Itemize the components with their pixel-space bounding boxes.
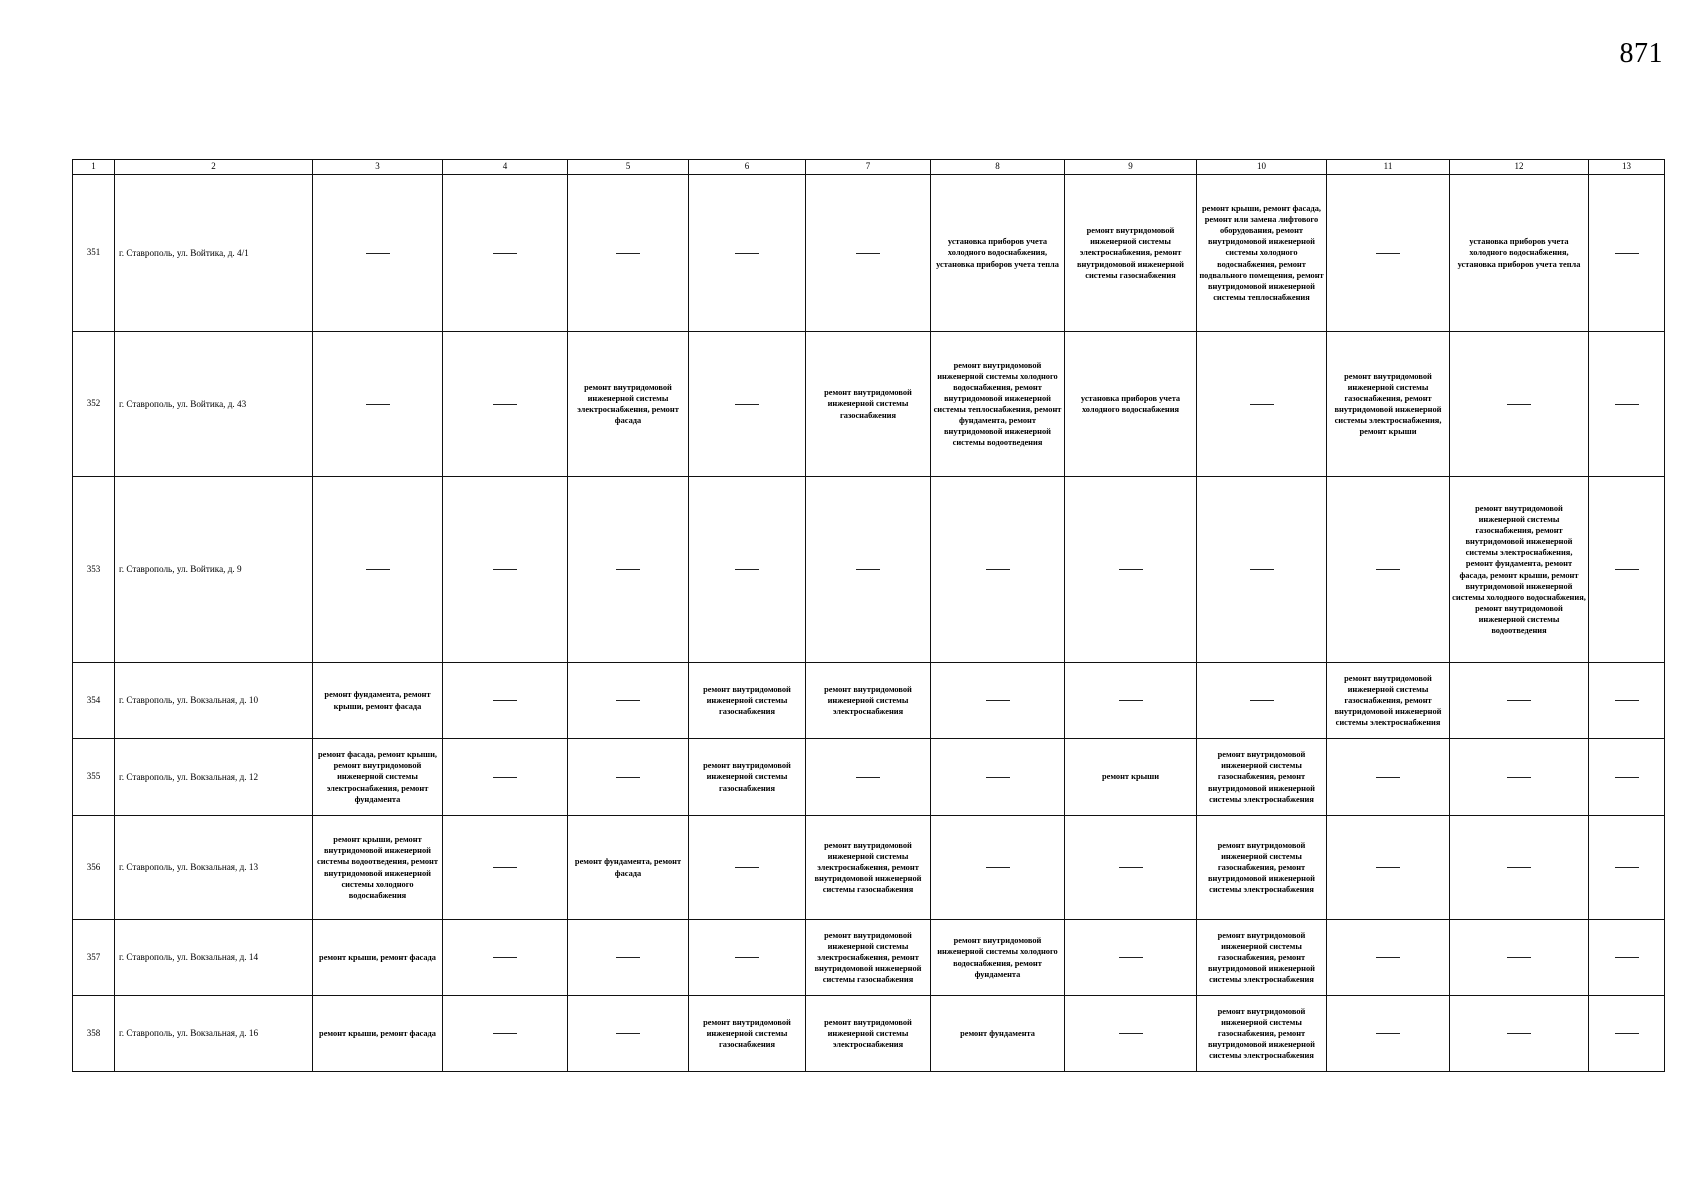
empty-cell bbox=[1589, 920, 1665, 996]
work-cell: ремонт фундамента, ремонт крыши, ремонт фасада bbox=[313, 663, 443, 739]
table-row bbox=[73, 739, 1665, 816]
column-header: 10 bbox=[1197, 160, 1327, 175]
column-header: 8 bbox=[931, 160, 1065, 175]
dash-mark bbox=[1250, 404, 1274, 405]
dash-mark bbox=[986, 569, 1010, 570]
dash-mark bbox=[1119, 700, 1143, 701]
work-cell: ремонт крыши, ремонт фасада, ремонт или замена лифтового оборудования, ремонт внутридомовой инженерной системы холодного водоснабжения, ремонт подвального помещения, ремонт внутридомовой инженерной системы теплоснабжения bbox=[1197, 175, 1327, 332]
work-cell: установка приборов учета холодного водоснабжения, установка приборов учета тепла bbox=[1450, 175, 1589, 332]
dash-mark bbox=[1376, 253, 1400, 254]
empty-cell bbox=[1450, 739, 1589, 816]
column-header: 9 bbox=[1065, 160, 1197, 175]
dash-mark bbox=[616, 700, 640, 701]
dash-mark bbox=[366, 253, 390, 254]
empty-cell bbox=[931, 816, 1065, 920]
dash-mark bbox=[1376, 1033, 1400, 1034]
dash-mark bbox=[735, 957, 759, 958]
row-number: 356 bbox=[73, 816, 115, 920]
row-number: 355 bbox=[73, 739, 115, 816]
table-row bbox=[73, 663, 1665, 739]
empty-cell bbox=[1065, 996, 1197, 1072]
dash-mark bbox=[1119, 957, 1143, 958]
row-number: 358 bbox=[73, 996, 115, 1072]
work-cell: ремонт внутридомовой инженерной системы газоснабжения, ремонт внутридомовой инженерной системы электроснабжения bbox=[1197, 920, 1327, 996]
column-header: 12 bbox=[1450, 160, 1589, 175]
empty-cell bbox=[689, 332, 806, 477]
work-cell: ремонт фундамента bbox=[931, 996, 1065, 1072]
empty-cell bbox=[689, 477, 806, 663]
empty-cell bbox=[931, 663, 1065, 739]
empty-cell bbox=[931, 739, 1065, 816]
dash-mark bbox=[986, 777, 1010, 778]
address-cell: г. Ставрополь, ул. Вокзальная, д. 13 bbox=[115, 816, 313, 920]
empty-cell bbox=[568, 739, 689, 816]
address-cell: г. Ставрополь, ул. Войтика, д. 43 bbox=[115, 332, 313, 477]
dash-mark bbox=[616, 1033, 640, 1034]
repair-schedule-table bbox=[72, 159, 1665, 1072]
row-number: 354 bbox=[73, 663, 115, 739]
address-cell: г. Ставрополь, ул. Вокзальная, д. 12 bbox=[115, 739, 313, 816]
empty-cell bbox=[443, 477, 568, 663]
column-header: 2 bbox=[115, 160, 313, 175]
column-header: 11 bbox=[1327, 160, 1450, 175]
address-cell: г. Ставрополь, ул. Вокзальная, д. 10 bbox=[115, 663, 313, 739]
dash-mark bbox=[1376, 867, 1400, 868]
dash-mark bbox=[1615, 404, 1639, 405]
empty-cell bbox=[931, 477, 1065, 663]
empty-cell bbox=[1589, 175, 1665, 332]
dash-mark bbox=[735, 867, 759, 868]
column-header: 7 bbox=[806, 160, 931, 175]
work-cell: ремонт внутридомовой инженерной системы газоснабжения bbox=[689, 996, 806, 1072]
dash-mark bbox=[735, 569, 759, 570]
dash-mark bbox=[735, 253, 759, 254]
empty-cell bbox=[1450, 816, 1589, 920]
empty-cell bbox=[806, 739, 931, 816]
work-cell: ремонт крыши, ремонт фасада bbox=[313, 920, 443, 996]
empty-cell bbox=[1065, 816, 1197, 920]
work-cell: ремонт крыши bbox=[1065, 739, 1197, 816]
table-row bbox=[73, 996, 1665, 1072]
empty-cell bbox=[1589, 739, 1665, 816]
work-cell: ремонт внутридомовой инженерной системы газоснабжения bbox=[689, 663, 806, 739]
dash-mark bbox=[1507, 867, 1531, 868]
dash-mark bbox=[1376, 957, 1400, 958]
row-number: 351 bbox=[73, 175, 115, 332]
dash-mark bbox=[856, 569, 880, 570]
empty-cell bbox=[1327, 477, 1450, 663]
empty-cell bbox=[443, 996, 568, 1072]
work-cell: ремонт фундамента, ремонт фасада bbox=[568, 816, 689, 920]
table-row bbox=[73, 816, 1665, 920]
work-cell: ремонт внутридомовой инженерной системы электроснабжения, ремонт внутридомовой инженерной системы газоснабжения bbox=[806, 816, 931, 920]
empty-cell bbox=[1589, 663, 1665, 739]
dash-mark bbox=[493, 253, 517, 254]
dash-mark bbox=[1119, 867, 1143, 868]
work-cell: ремонт внутридомовой инженерной системы газоснабжения, ремонт внутридомовой инженерной системы электроснабжения bbox=[1197, 996, 1327, 1072]
empty-cell bbox=[568, 663, 689, 739]
empty-cell bbox=[568, 175, 689, 332]
empty-cell bbox=[443, 175, 568, 332]
address-cell: г. Ставрополь, ул. Вокзальная, д. 16 bbox=[115, 996, 313, 1072]
column-header: 1 bbox=[73, 160, 115, 175]
row-number: 352 bbox=[73, 332, 115, 477]
dash-mark bbox=[1507, 777, 1531, 778]
dash-mark bbox=[1615, 700, 1639, 701]
empty-cell bbox=[1197, 477, 1327, 663]
dash-mark bbox=[493, 404, 517, 405]
dash-mark bbox=[1507, 700, 1531, 701]
work-cell: ремонт внутридомовой инженерной системы электроснабжения bbox=[806, 996, 931, 1072]
work-cell: ремонт внутридомовой инженерной системы электроснабжения, ремонт фасада bbox=[568, 332, 689, 477]
empty-cell bbox=[689, 175, 806, 332]
dash-mark bbox=[366, 404, 390, 405]
dash-mark bbox=[1615, 777, 1639, 778]
empty-cell bbox=[1589, 816, 1665, 920]
dash-mark bbox=[1507, 957, 1531, 958]
column-header: 6 bbox=[689, 160, 806, 175]
empty-cell bbox=[1589, 332, 1665, 477]
dash-mark bbox=[735, 404, 759, 405]
dash-mark bbox=[493, 777, 517, 778]
empty-cell bbox=[313, 332, 443, 477]
empty-cell bbox=[1327, 816, 1450, 920]
empty-cell bbox=[443, 920, 568, 996]
dash-mark bbox=[1376, 777, 1400, 778]
empty-cell bbox=[443, 332, 568, 477]
dash-mark bbox=[1376, 569, 1400, 570]
empty-cell bbox=[313, 477, 443, 663]
header-row bbox=[73, 160, 1665, 175]
work-cell: ремонт внутридомовой инженерной системы газоснабжения bbox=[806, 332, 931, 477]
dash-mark bbox=[493, 957, 517, 958]
empty-cell bbox=[1065, 663, 1197, 739]
empty-cell bbox=[443, 739, 568, 816]
dash-mark bbox=[1119, 569, 1143, 570]
work-cell: ремонт внутридомовой инженерной системы электроснабжения, ремонт внутридомовой инженерной системы газоснабжения bbox=[806, 920, 931, 996]
table-row bbox=[73, 920, 1665, 996]
empty-cell bbox=[1197, 332, 1327, 477]
address-cell: г. Ставрополь, ул. Вокзальная, д. 14 bbox=[115, 920, 313, 996]
empty-cell bbox=[1065, 477, 1197, 663]
work-cell: ремонт крыши, ремонт внутридомовой инженерной системы водоотведения, ремонт внутридомовой инженерной системы холодного водоснабжения bbox=[313, 816, 443, 920]
column-header: 5 bbox=[568, 160, 689, 175]
column-header: 3 bbox=[313, 160, 443, 175]
work-cell: ремонт внутридомовой инженерной системы газоснабжения, ремонт внутридомовой инженерной системы электроснабжения bbox=[1197, 739, 1327, 816]
work-cell: ремонт внутридомовой инженерной системы электроснабжения bbox=[806, 663, 931, 739]
empty-cell bbox=[443, 663, 568, 739]
empty-cell bbox=[1327, 996, 1450, 1072]
empty-cell bbox=[1327, 739, 1450, 816]
dash-mark bbox=[986, 867, 1010, 868]
work-cell: ремонт внутридомовой инженерной системы газоснабжения, ремонт внутридомовой инженерной системы электроснабжения, ремонт фундамента, ремонт фасада, ремонт крыши, ремонт внутридомовой инженерной системы холодного водоснабжения, ремонт внутридомовой инженерной системы водоотведения bbox=[1450, 477, 1589, 663]
empty-cell bbox=[443, 816, 568, 920]
dash-mark bbox=[493, 1033, 517, 1034]
empty-cell bbox=[1450, 663, 1589, 739]
work-cell: установка приборов учета холодного водоснабжения, установка приборов учета тепла bbox=[931, 175, 1065, 332]
dash-mark bbox=[493, 700, 517, 701]
empty-cell bbox=[1450, 332, 1589, 477]
row-number: 353 bbox=[73, 477, 115, 663]
dash-mark bbox=[856, 253, 880, 254]
work-cell: ремонт внутридомовой инженерной системы холодного водоснабжения, ремонт фундамента bbox=[931, 920, 1065, 996]
dash-mark bbox=[1119, 1033, 1143, 1034]
table-row bbox=[73, 175, 1665, 332]
work-cell: установка приборов учета холодного водоснабжения bbox=[1065, 332, 1197, 477]
empty-cell bbox=[313, 175, 443, 332]
empty-cell bbox=[689, 816, 806, 920]
empty-cell bbox=[1197, 663, 1327, 739]
empty-cell bbox=[1327, 920, 1450, 996]
empty-cell bbox=[568, 477, 689, 663]
work-cell: ремонт внутридомовой инженерной системы электроснабжения, ремонт внутридомовой инженерной системы газоснабжения bbox=[1065, 175, 1197, 332]
empty-cell bbox=[568, 920, 689, 996]
dash-mark bbox=[616, 957, 640, 958]
dash-mark bbox=[986, 700, 1010, 701]
work-cell: ремонт внутридомовой инженерной системы холодного водоснабжения, ремонт внутридомовой инженерной системы теплоснабжения, ремонт фундамента, ремонт внутридомовой инженерной системы водоотведения bbox=[931, 332, 1065, 477]
column-header: 13 bbox=[1589, 160, 1665, 175]
dash-mark bbox=[1507, 404, 1531, 405]
dash-mark bbox=[616, 569, 640, 570]
work-cell: ремонт внутридомовой инженерной системы газоснабжения, ремонт внутридомовой инженерной системы электроснабжения, ремонт крыши bbox=[1327, 332, 1450, 477]
empty-cell bbox=[1450, 996, 1589, 1072]
dash-mark bbox=[493, 867, 517, 868]
table-row bbox=[73, 477, 1665, 663]
dash-mark bbox=[1615, 867, 1639, 868]
address-cell: г. Ставрополь, ул. Войтика, д. 4/1 bbox=[115, 175, 313, 332]
empty-cell bbox=[1327, 175, 1450, 332]
table-body bbox=[73, 175, 1665, 1072]
work-cell: ремонт фасада, ремонт крыши, ремонт внутридомовой инженерной системы электроснабжения, ремонт фундамента bbox=[313, 739, 443, 816]
empty-cell bbox=[1589, 477, 1665, 663]
work-cell: ремонт внутридомовой инженерной системы газоснабжения, ремонт внутридомовой инженерной системы электроснабжения bbox=[1327, 663, 1450, 739]
work-cell: ремонт внутридомовой инженерной системы газоснабжения, ремонт внутридомовой инженерной системы электроснабжения bbox=[1197, 816, 1327, 920]
dash-mark bbox=[493, 569, 517, 570]
row-number: 357 bbox=[73, 920, 115, 996]
dash-mark bbox=[616, 253, 640, 254]
dash-mark bbox=[366, 569, 390, 570]
dash-mark bbox=[856, 777, 880, 778]
dash-mark bbox=[1615, 957, 1639, 958]
address-cell: г. Ставрополь, ул. Войтика, д. 9 bbox=[115, 477, 313, 663]
dash-mark bbox=[1250, 569, 1274, 570]
work-cell: ремонт внутридомовой инженерной системы газоснабжения bbox=[689, 739, 806, 816]
empty-cell bbox=[689, 920, 806, 996]
empty-cell bbox=[1065, 920, 1197, 996]
column-header: 4 bbox=[443, 160, 568, 175]
empty-cell bbox=[568, 996, 689, 1072]
empty-cell bbox=[1450, 920, 1589, 996]
dash-mark bbox=[1615, 253, 1639, 254]
empty-cell bbox=[1589, 996, 1665, 1072]
empty-cell bbox=[806, 477, 931, 663]
dash-mark bbox=[616, 777, 640, 778]
dash-mark bbox=[1615, 569, 1639, 570]
work-cell: ремонт крыши, ремонт фасада bbox=[313, 996, 443, 1072]
table-row bbox=[73, 332, 1665, 477]
empty-cell bbox=[806, 175, 931, 332]
dash-mark bbox=[1250, 700, 1274, 701]
dash-mark bbox=[1615, 1033, 1639, 1034]
dash-mark bbox=[1507, 1033, 1531, 1034]
page-number: 871 bbox=[1619, 38, 1663, 69]
